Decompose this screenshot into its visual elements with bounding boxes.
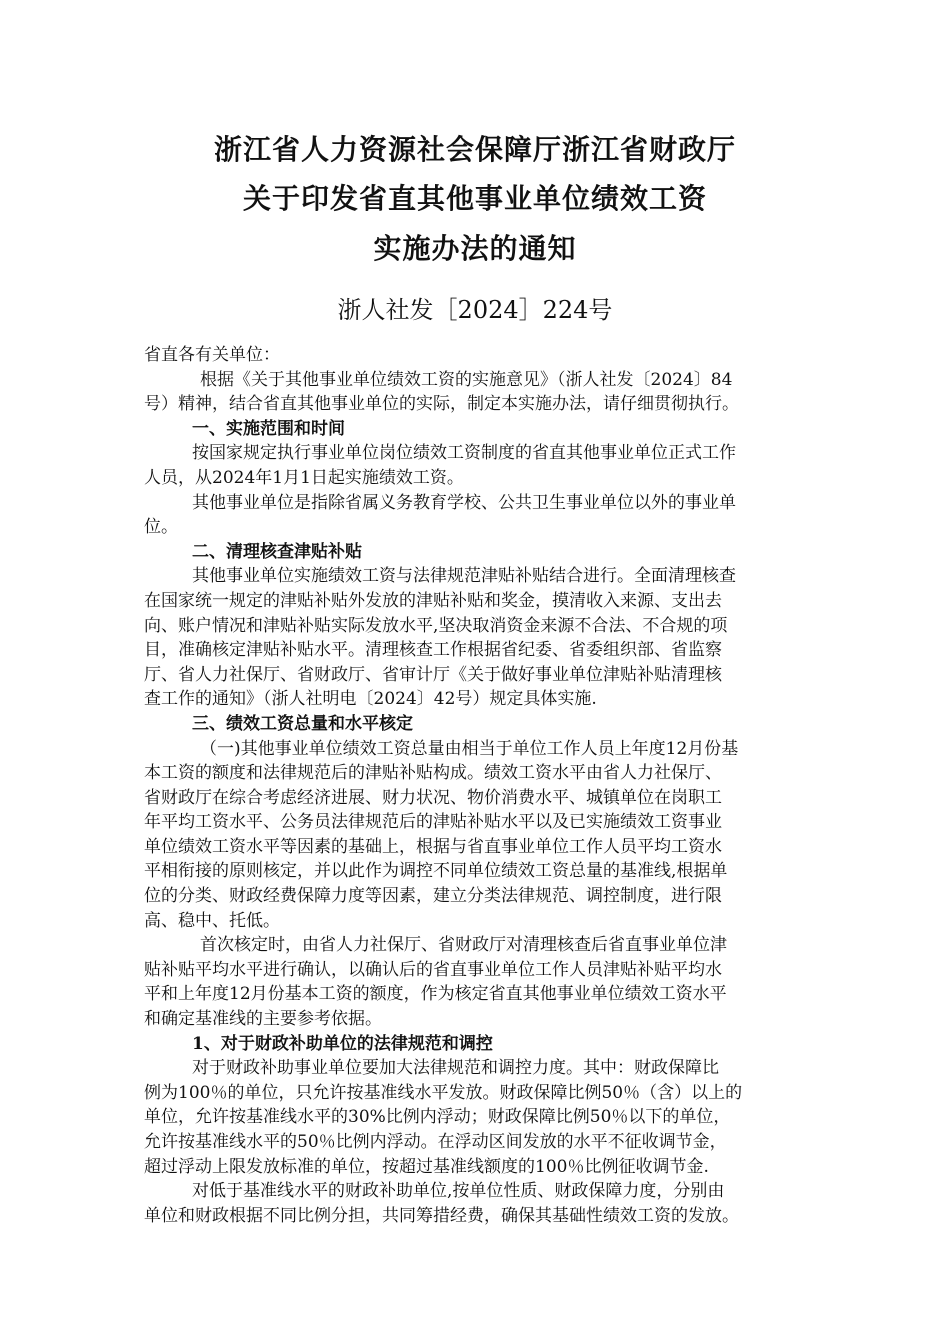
paragraph-definition [144, 491, 808, 540]
paragraph-line: 平相衔接的原则核定，并以此作为调控不同单位绩效工资总量的基准线,根据单 [144, 861, 728, 882]
paragraph-line: 对低于基准线水平的财政补助单位,按单位性质、财政保障力度，分别由 [192, 1181, 725, 1202]
paragraph-cleanup [144, 564, 808, 712]
paragraph-line: 高、稳中、托低。 [144, 910, 280, 931]
document-title-line-1: 浙江省人力资源社会保障厅浙江省财政厅 [213, 133, 736, 166]
paragraph-first-assessment [144, 933, 808, 1031]
paragraph-line: 省财政厅在综合考虑经济进展、财力状况、物价消费水平、城镇单位在岗职工 [144, 787, 722, 808]
paragraph-line: 允许按基准线水平的50％比例内浮动。在浮动区间发放的水平不征收调节金， [144, 1132, 727, 1152]
paragraph-line: 号）精神，结合省直其他事业单位的实际，制定本实施办法，请仔细贯彻执行。 [144, 394, 739, 415]
paragraph-line: 位。 [144, 517, 178, 538]
paragraph-line: 厅、省人力社保厅、省财政厅、省审计厅《关于做好事业单位津贴补贴清理核 [144, 664, 722, 685]
paragraph-line: 向、账户情况和津贴补贴实际发放水平,坚决取消资金来源不合法、不合规的项 [144, 615, 728, 636]
section-heading-2: 二、清理核查津贴补贴 [192, 541, 362, 562]
document-body [144, 343, 808, 1228]
paragraph-fiscal-units [144, 1056, 808, 1179]
document-title-line-2: 关于印发省直其他事业单位绩效工资 [242, 182, 707, 215]
paragraph-line: 其他事业单位实施绩效工资与法律规范津贴补贴结合进行。全面清理核查 [192, 566, 736, 587]
paragraph-line: 超过浮动上限发放标准的单位，按超过基准线额度的100％比例征收调节金. [144, 1156, 709, 1177]
paragraph-total-amount [144, 737, 808, 934]
paragraph-line: 查工作的通知》（浙人社明电〔2024〕42号）规定具体实施. [144, 689, 597, 710]
salutation: 省直各有关单位： [144, 345, 280, 365]
paragraph-line: 例为100％的单位，只允许按基准线水平发放。财政保障比例50％（含）以上的 [144, 1082, 743, 1103]
document-title-line-3: 实施办法的通知 [373, 232, 577, 265]
paragraph-line: 位的分类、财政经费保障力度等因素，建立分类法律规范、调控制度，进行限 [144, 886, 722, 907]
paragraph-line: 其他事业单位是指除省属义务教育学校、公共卫生事业单位以外的事业单 [192, 492, 736, 513]
paragraph-line: 贴补贴平均水平进行确认，以确认后的省直事业单位工作人员津贴补贴平均水 [144, 959, 722, 980]
section-heading-3: 三、绩效工资总量和水平核定 [192, 713, 413, 734]
paragraph-intro [144, 368, 808, 417]
paragraph-line: 对于财政补助事业单位要加大法律规范和调控力度。其中：财政保障比 [192, 1058, 719, 1079]
paragraph-line: 单位和财政根据不同比例分担，共同筹措经费，确保其基础性绩效工资的发放。 [144, 1205, 739, 1226]
section-heading-1: 一、实施范围和时间 [192, 418, 345, 439]
paragraph-line: 单位，允许按基准线水平的30%比例内浮动；财政保障比例50％以下的单位， [144, 1107, 731, 1128]
paragraph-line: 平和上年度12月份基本工资的额度，作为核定省直其他事业单位绩效工资水平 [144, 984, 727, 1005]
paragraph-line: 年平均工资水平、公务员法律规范后的津贴补贴水平以及已实施绩效工资事业 [144, 812, 722, 833]
paragraph-line: 目，准确核定津贴补贴水平。清理核查工作根据省纪委、省委组织部、省监察 [144, 640, 722, 661]
paragraph-line: 人员，从2024年1月1日起实施绩效工资。 [144, 467, 464, 488]
paragraph-line: 在国家统一规定的津贴补贴外发放的津贴补贴和奖金，摸清收入来源、支出去 [144, 590, 722, 611]
subsection-heading-1: 1、对于财政补助单位的法律规范和调控 [192, 1033, 493, 1054]
paragraph-line: 和确定基准线的主要参考依据。 [144, 1009, 382, 1030]
paragraph-line: 单位绩效工资水平等因素的基础上，根据与省直事业单位工作人员平均工资水 [144, 836, 722, 857]
paragraph-scope [144, 441, 808, 490]
paragraph-line: （一)其他事业单位绩效工资总量由相当于单位工作人员上年度12月份基 [200, 738, 739, 759]
paragraph-below-baseline [144, 1179, 808, 1228]
paragraph-line: 根据《关于其他事业单位绩效工资的实施意见》（浙人社发〔2024〕84 [200, 369, 733, 390]
paragraph-line: 按国家规定执行事业单位岗位绩效工资制度的省直其他事业单位正式工作 [192, 443, 736, 464]
document-number: 浙人社发［2024］224号 [337, 296, 613, 324]
paragraph-line: 首次核定时，由省人力社保厅、省财政厅对清理核查后省直事业单位津 [200, 935, 727, 956]
paragraph-line: 本工资的额度和法律规范后的津贴补贴构成。绩效工资水平由省人力社保厅、 [144, 763, 722, 784]
